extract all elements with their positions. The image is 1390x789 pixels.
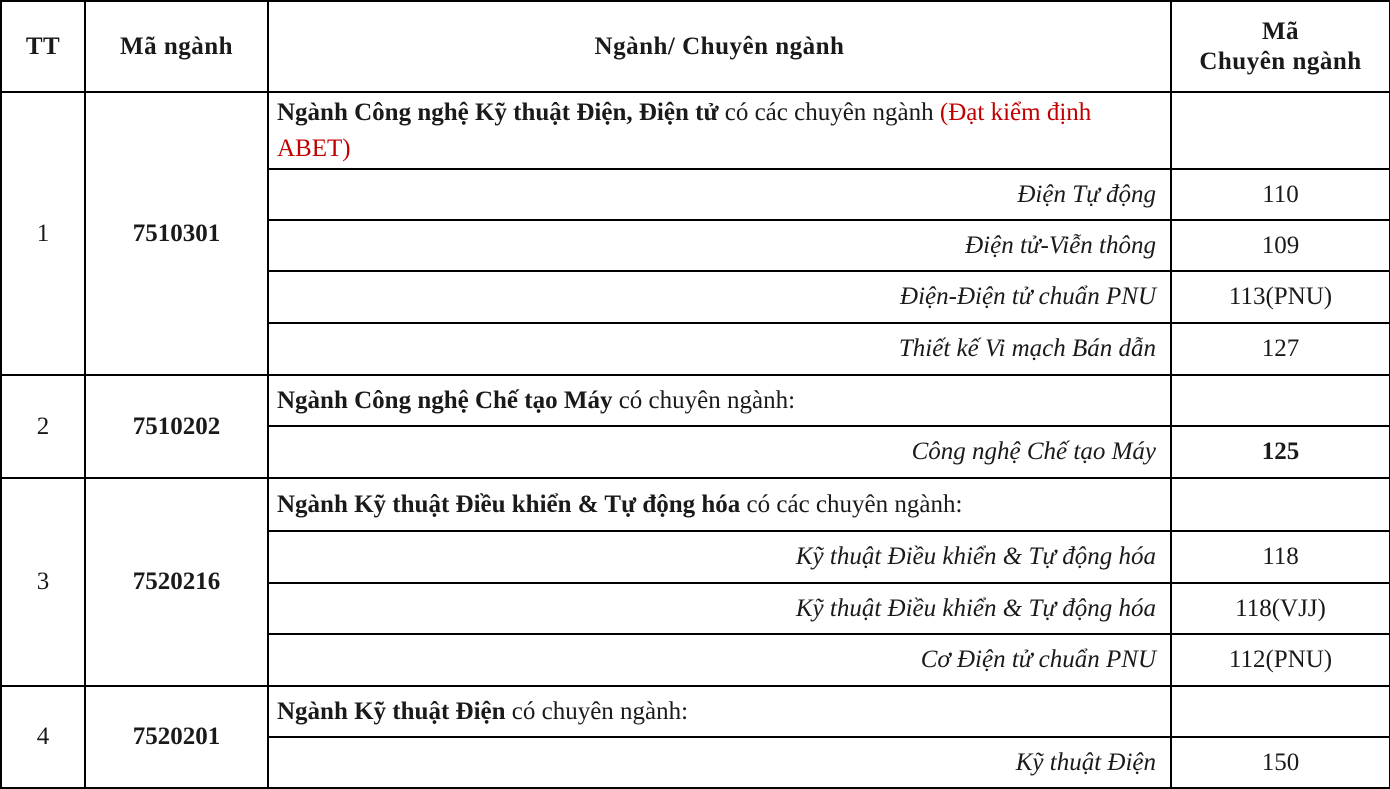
major-suffix: có các chuyên ngành: [740, 490, 963, 518]
specialization-code: 150 [1171, 737, 1390, 788]
specialization-name: Thiết kế Vi mạch Bán dẫn [268, 323, 1171, 375]
specialization-name: Kỹ thuật Điện [268, 737, 1171, 788]
empty-code-cell [1171, 686, 1390, 737]
specialization-name: Kỹ thuật Điều khiển & Tự động hóa [268, 531, 1171, 583]
specialization-code: 118 [1171, 531, 1390, 583]
major-code: 7510301 [85, 92, 268, 375]
specialization-code: 110 [1171, 169, 1390, 220]
major-row [1, 92, 1390, 169]
specialization-code: 109 [1171, 220, 1390, 271]
major-code: 7510202 [85, 375, 268, 478]
specialization-code: 125 [1171, 426, 1390, 478]
specialization-name: Cơ Điện tử chuẩn PNU [268, 634, 1171, 686]
major-row [1, 478, 1390, 531]
major-title [268, 92, 1171, 169]
major-code: 7520216 [85, 478, 268, 686]
major-name: Ngành Kỹ thuật Điều khiển & Tự động hóa [277, 490, 741, 518]
specialization-code: 113(PNU) [1171, 271, 1390, 323]
specialization-name: Điện-Điện tử chuẩn PNU [268, 271, 1171, 323]
major-suffix: có chuyên ngành: [612, 386, 796, 414]
row-number: 3 [1, 478, 85, 686]
specialization-code: 127 [1171, 323, 1390, 375]
header-ma-chuyen-nganh [1171, 1, 1390, 92]
specialization-code: 112(PNU) [1171, 634, 1390, 686]
header-ma-chuyen-nganh-line2: Chuyên ngành [1199, 47, 1362, 75]
major-name: Ngành Kỹ thuật Điện [277, 697, 506, 725]
empty-code-cell [1171, 478, 1390, 531]
row-number: 2 [1, 375, 85, 478]
specialization-name: Kỹ thuật Điều khiển & Tự động hóa [268, 583, 1171, 634]
major-suffix: có các chuyên ngành [718, 98, 940, 126]
major-name: Ngành Công nghệ Chế tạo Máy [277, 386, 613, 414]
major-suffix: có chuyên ngành: [505, 697, 689, 725]
specialization-name: Điện tử-Viễn thông [268, 220, 1171, 271]
row-number: 4 [1, 686, 85, 788]
header-ma-nganh: Mã ngành [85, 1, 268, 92]
specialization-name: Công nghệ Chế tạo Máy [268, 426, 1171, 478]
specialization-code: 118(VJJ) [1171, 583, 1390, 634]
header-row [1, 1, 1390, 92]
specialization-name: Điện Tự động [268, 169, 1171, 220]
accreditation-note: (Đạt kiểm định ABET) [277, 98, 1092, 162]
major-row [1, 375, 1390, 426]
major-title [268, 375, 1171, 426]
major-title [268, 686, 1171, 737]
major-title [268, 478, 1171, 531]
header-tt: TT [1, 1, 85, 92]
major-row [1, 686, 1390, 737]
header-ma-chuyen-nganh-line1: Mã [1261, 17, 1300, 45]
header-nganh: Ngành/ Chuyên ngành [268, 1, 1171, 92]
major-code: 7520201 [85, 686, 268, 788]
major-name: Ngành Công nghệ Kỹ thuật Điện, Điện tử [277, 98, 719, 126]
row-number: 1 [1, 92, 85, 375]
empty-code-cell [1171, 375, 1390, 426]
empty-code-cell [1171, 92, 1390, 169]
